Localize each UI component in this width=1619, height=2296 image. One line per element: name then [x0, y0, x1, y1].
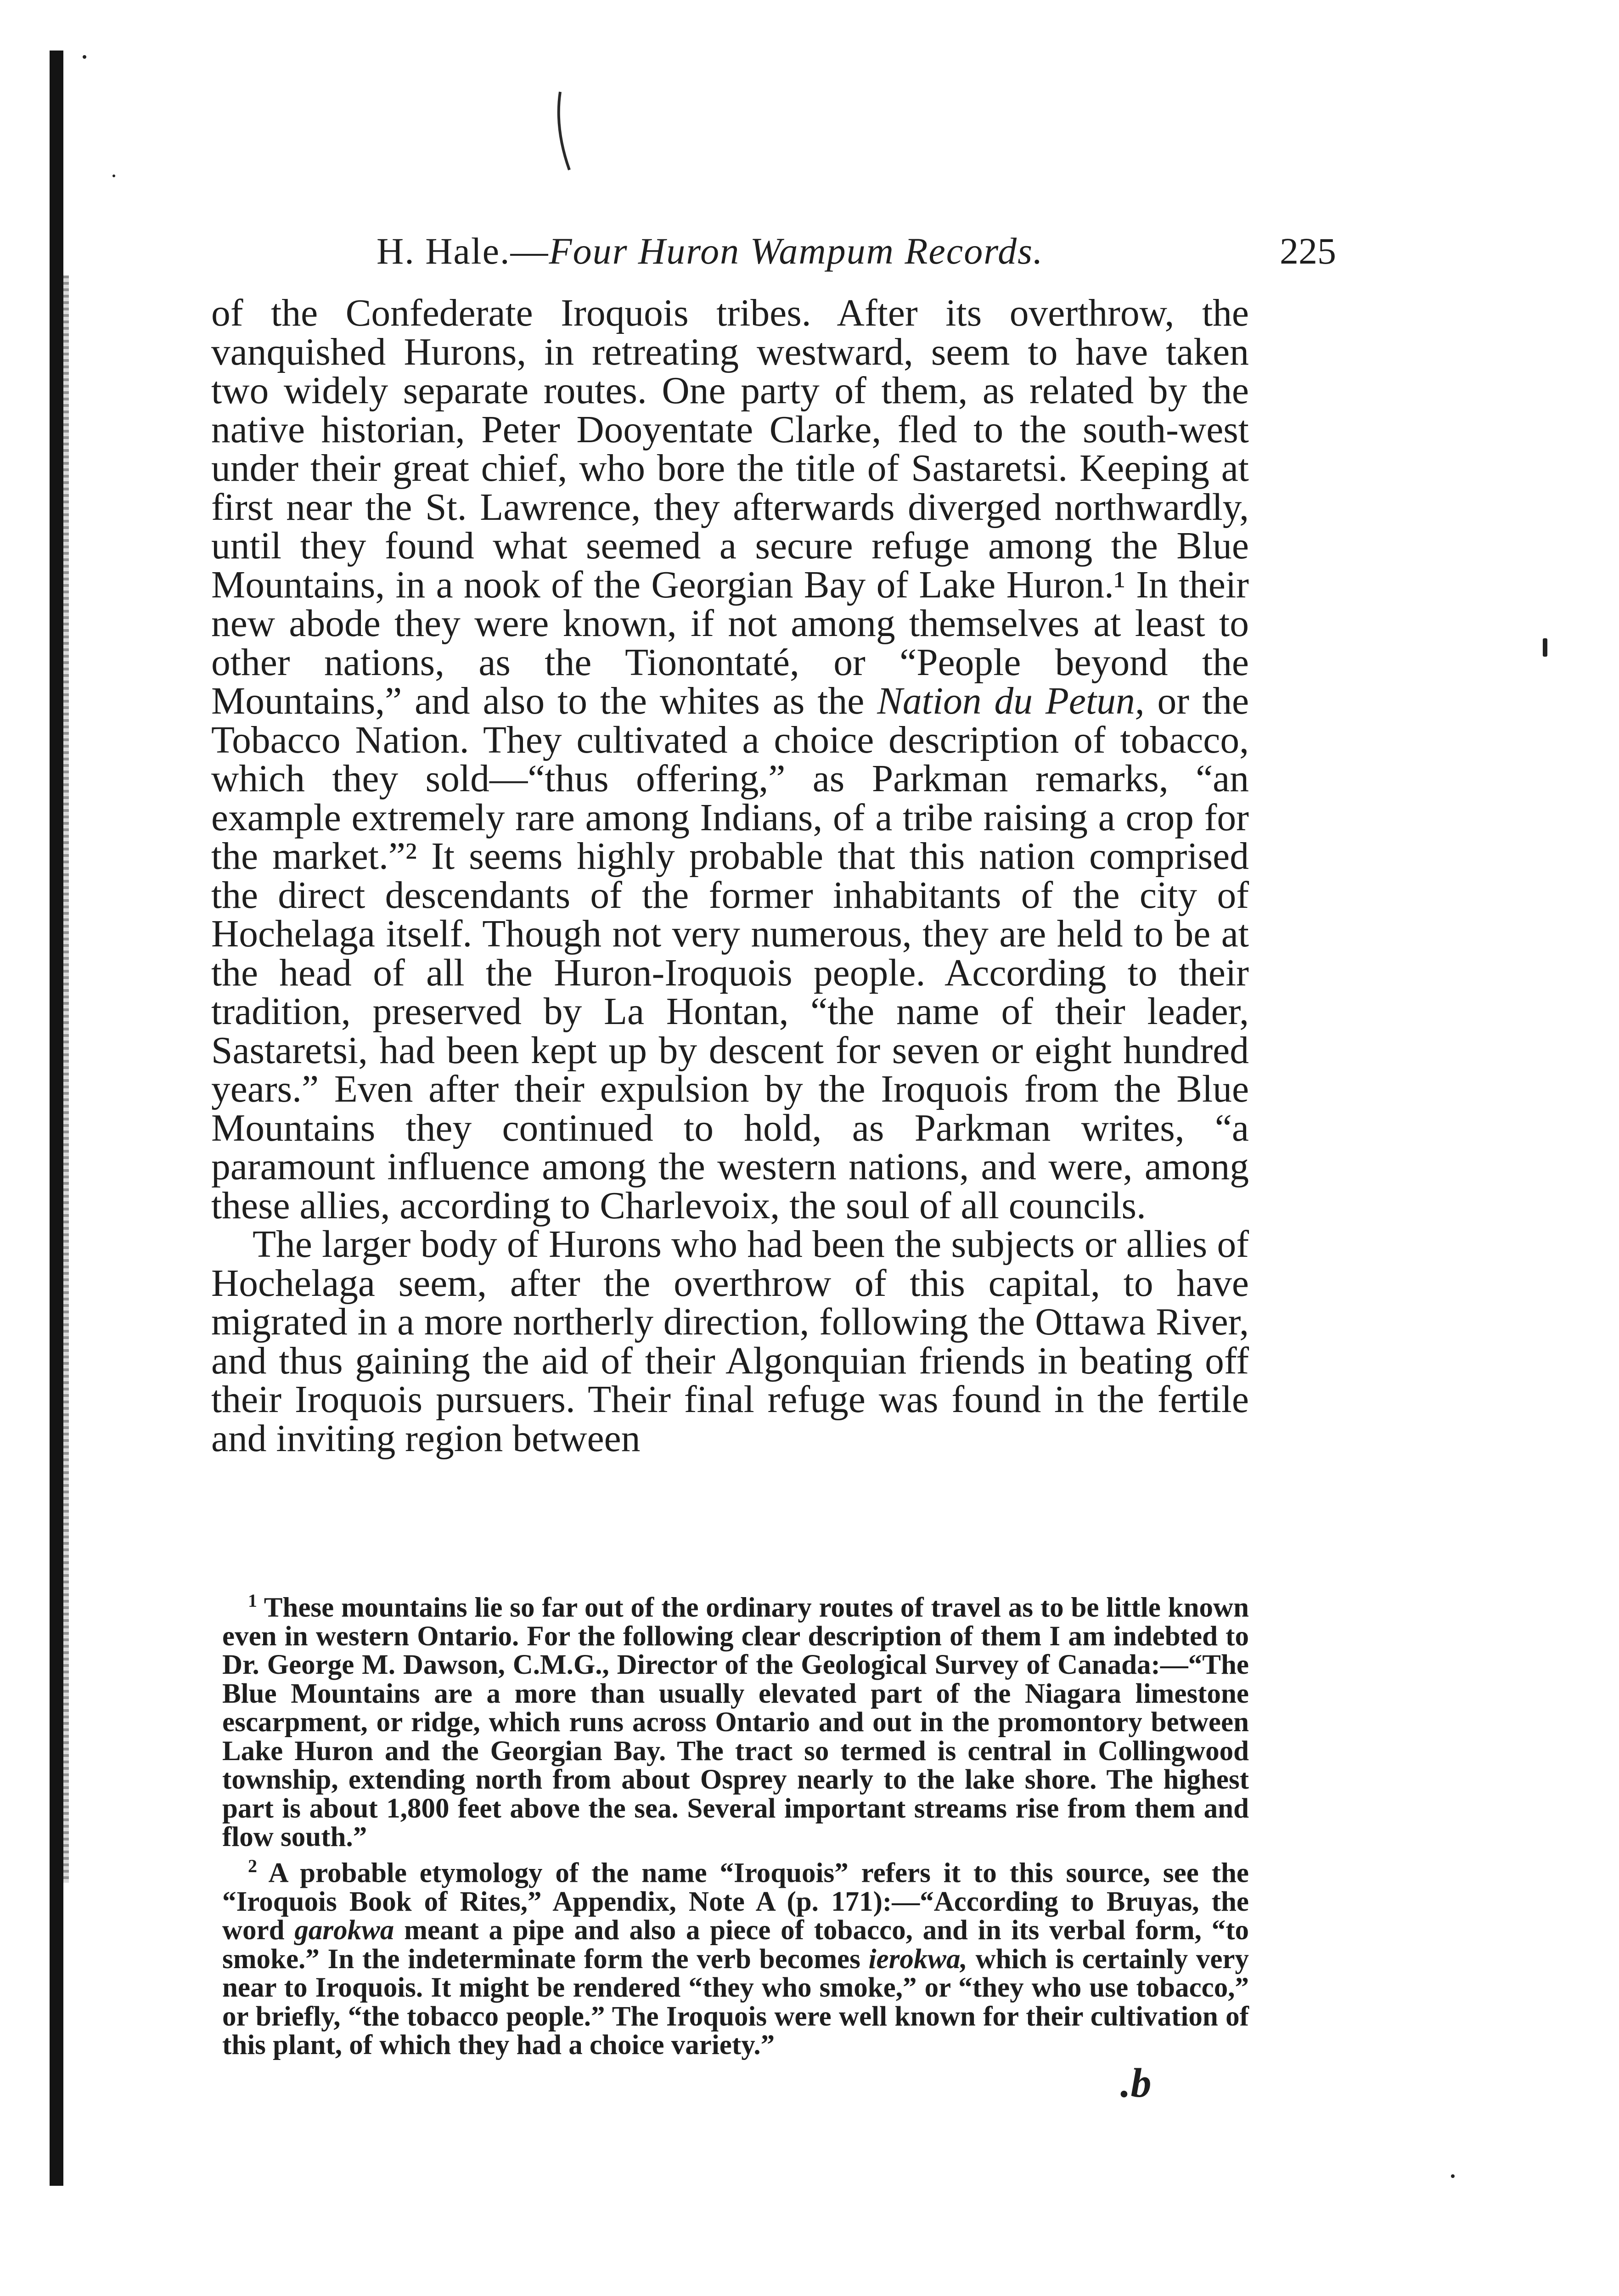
footnote-2-word-ierokwa: ierokwa, [868, 1943, 967, 1975]
binding-scan-artifact [63, 276, 69, 1883]
footnote-2-text-c: which is certainly very near to Iroquois. It might be rendered “they who smoke,” or “they who use tobacco,” or briefly, “the tobacco people.” The Iroquois were well known for their cultivation of this plant, of which they had a choice variety.” [222, 1943, 1249, 2061]
page-binding-edge [50, 51, 63, 2186]
body-paragraph-2: The larger body of Hurons who had been the subjects or allies of Hochelaga seem, after the overthrow of this capital, to have migrated in a more northerly direction, following the Ottawa River, and thus gaining the aid of their Algonquian friends in beating off their Iroquois pursuers. Their final refuge was found in the fertile and inviting region between [211, 1223, 1249, 1460]
footnote-1-text: These mountains lie so far out of the ordinary routes of travel as to be little known even in western Ontario. For the following clear description of them I am indebted to Dr. George M. Dawson, C.M.G., Director of the Geological Survey of Canada:—“The Blue Mountains are a more than usually elevated part of the Niagara limestone escarpment, or ridge, which runs across Ontario and out in the promontory between Lake Huron and the Georgian Bay. The tract so termed is central in Collingwood township, extending north from about Osprey nearly to the lake shore. The highest part is about 1,800 feet above the sea. Several important streams rise from them and flow south.” [222, 1592, 1249, 1853]
scan-speck [83, 55, 86, 59]
scan-speck [1543, 638, 1547, 657]
signature-mark: .b [1120, 2060, 1152, 2106]
footnote-1-marker: 1 [248, 1590, 257, 1611]
footnote-2 [222, 1852, 1249, 2060]
body-text [211, 294, 1249, 1458]
page-number: 225 [1280, 230, 1336, 272]
footnote-1 [222, 1587, 1249, 1852]
header-author-title [377, 230, 1043, 273]
body-paragraph-1 [211, 294, 1249, 1225]
footnotes [222, 1587, 1249, 2060]
nation-du-petun: Nation du Petun, [877, 680, 1145, 722]
pencil-mark [551, 87, 579, 174]
scan-speck [112, 174, 115, 177]
paragraph-1-text: of the Confederate Iroquois tribes. After its overthrow, the vanquished Hurons, in retreating westward, seem to have taken two widely separate routes. One party of them, as related by the native historian, Peter Dooyentate Clarke, fled to the south-west under their great chief, who bore the title of Sastaretsi. Keeping at first near the St. Lawrence, they afterwards diverged northwardly, until they found what seemed a secure refuge among the Blue Mountains, in a nook of the Georgian Bay of Lake Huron.¹ In their new abode they were known, if not among themselves at least to other nations, as the Tionontaté, or “People beyond the Mountains,” and also to the whites as the [211, 292, 1249, 722]
header-author: H. Hale.— [377, 230, 549, 272]
running-header [340, 225, 1336, 280]
scan-speck [1451, 2174, 1455, 2178]
footnote-2-text-a: A probable etymology of the name “Iroquois” refers it to this source, see the “Iroquois Book of Rites,” Appendix, Note A (p. 171):—“According to Bruyas, the word [222, 1857, 1249, 1946]
header-title: Four Huron Wampum Records. [549, 230, 1044, 272]
footnote-2-text-b: meant a pipe and also a piece of tobacco, and in its verbal form, “to smoke.” In the indeterminate form the verb becomes [222, 1915, 1249, 1975]
paragraph-1-cont: or the Tobacco Nation. They cultivated a choice description of tobacco, which they sold—“thus offering,” as Parkman remarks, “an example extremely rare among Indians, of a tribe raising a crop for the market.”² It seems highly probable that this nation comprised the direct descendants of the former inhabitants of the city of Hochelaga itself. Though not very numerous, they are held to be at the head of all the Huron-Iroquois people. According to their tradition, preserved by La Hontan, “the name of their leader, Sastaretsi, had been kept up by descent for seven or eight hundred years.” Even after their expulsion by the Iroquois from the Blue Mountains they continued to hold, as Parkman writes, “a paramount influence among the western nations, and were, among these allies, according to Charlevoix, the soul of all councils. [211, 680, 1249, 1227]
footnote-2-marker: 2 [248, 1855, 257, 1876]
footnote-2-word-garokwa: garokwa [294, 1915, 394, 1946]
